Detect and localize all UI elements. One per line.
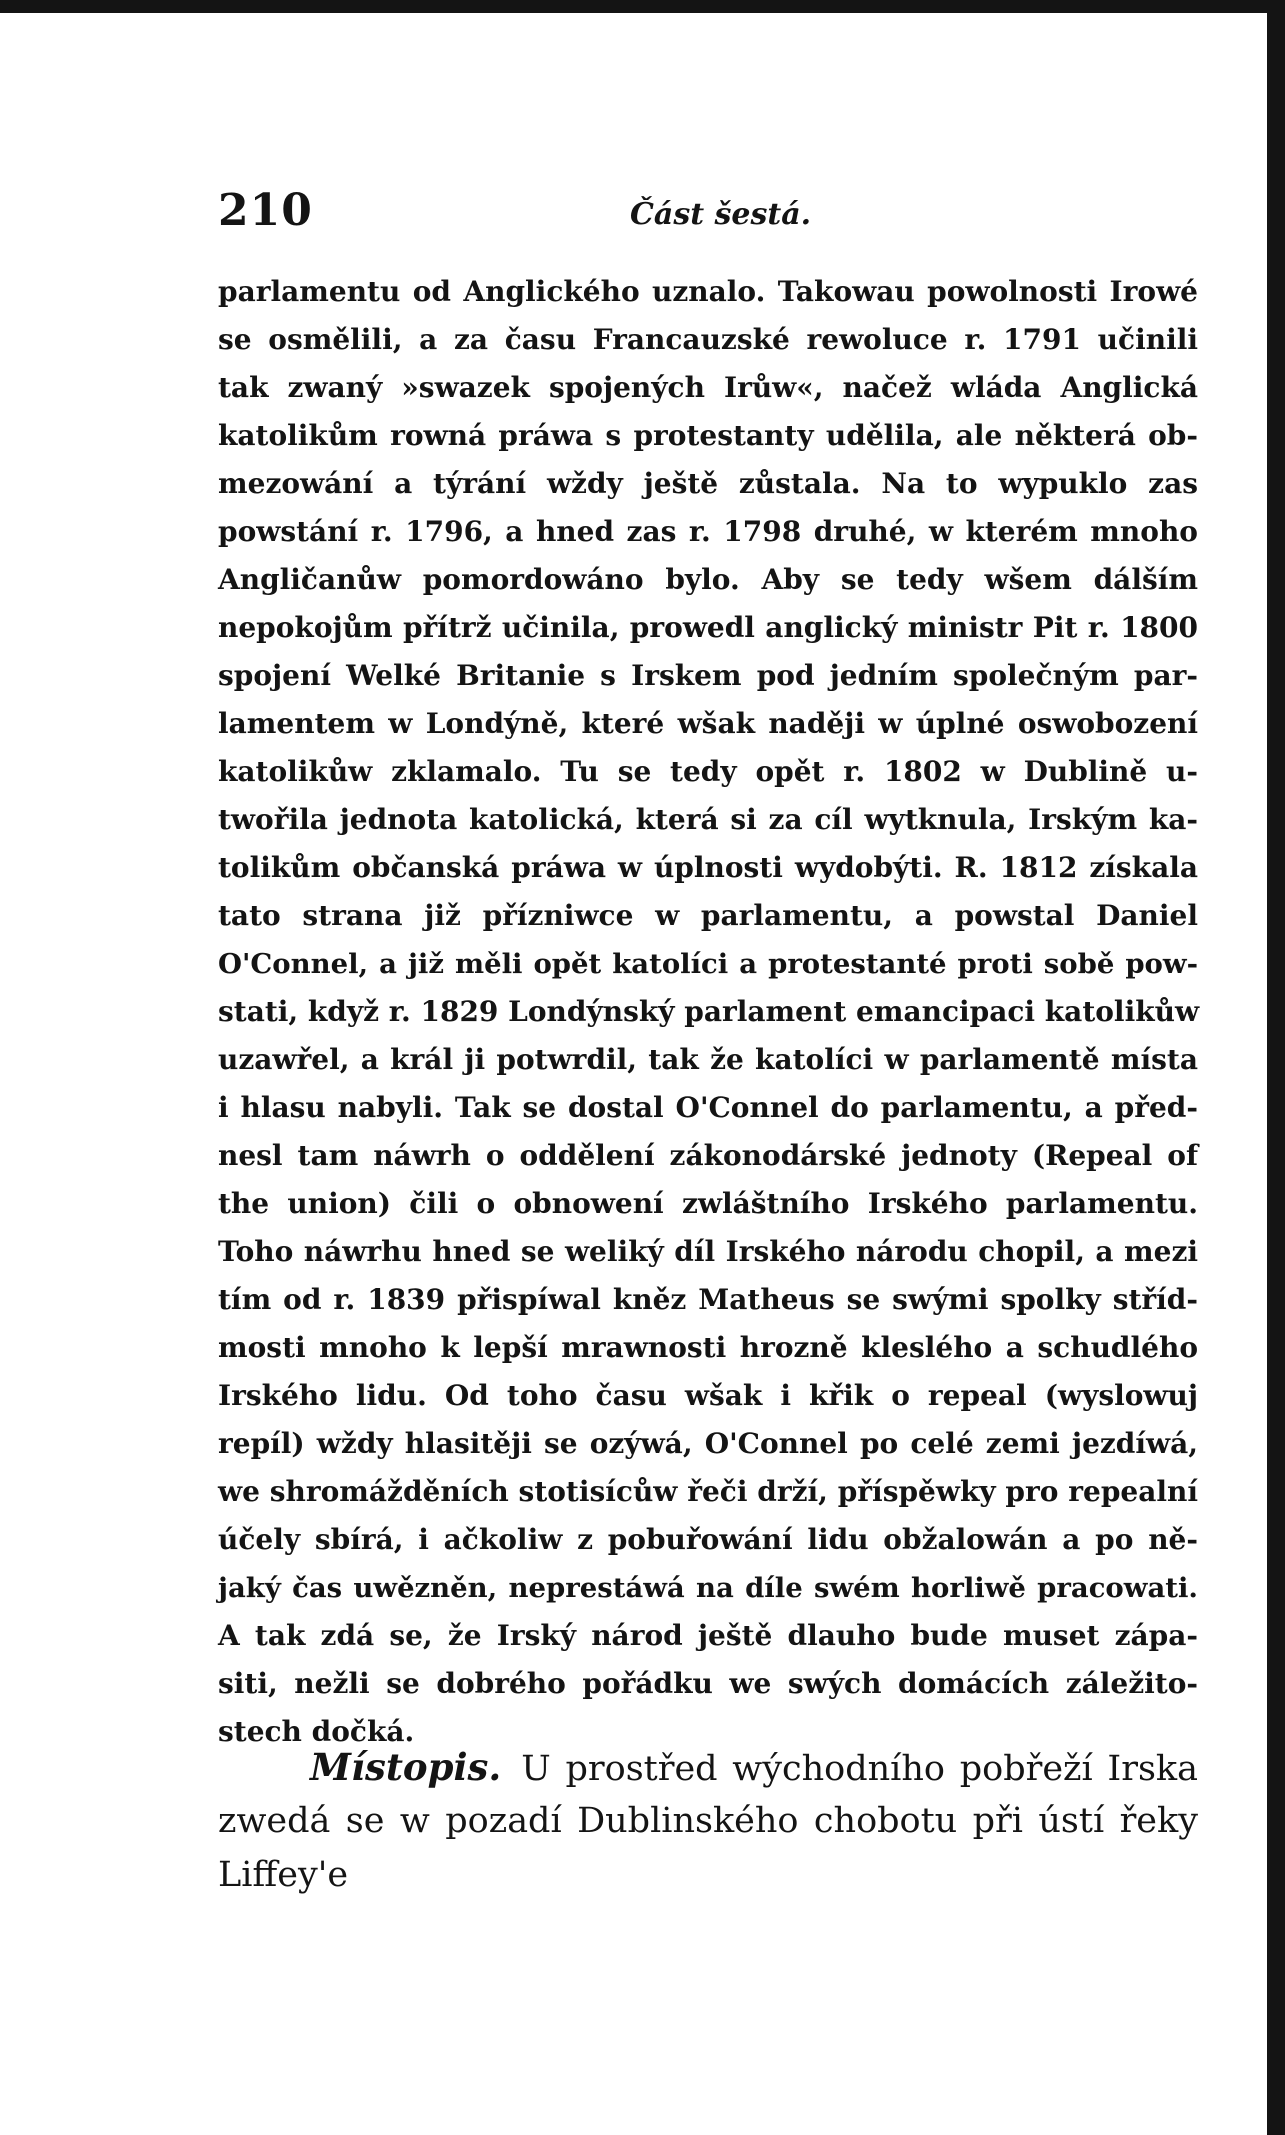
scan-edge-top xyxy=(0,0,1285,13)
page-number: 210 xyxy=(218,185,313,236)
text-line: Toho náwrhu hned se weliký díl Irského národu chopil, a mezi xyxy=(218,1235,1198,1268)
text-line: siti, nežli se dobrého pořádku we swých domácích záležito- xyxy=(218,1667,1198,1700)
section-heading: Místopis. xyxy=(310,1745,502,1789)
section-mistopis xyxy=(218,1740,1198,1902)
text-line: účely sbírá, i ačkoliw z pobuřowání lidu obžalowán a po ně- xyxy=(218,1523,1198,1556)
text-line: nepokojům přítrž učinila, prowedl anglický ministr Pit r. 1800 xyxy=(218,611,1198,644)
text-line: i hlasu nabyli. Tak se dostal O'Connel do parlamentu, a před- xyxy=(218,1091,1198,1124)
text-line: tím od r. 1839 přispíwal kněz Matheus se swými spolky stříd- xyxy=(218,1283,1198,1316)
text-line: parlamentu od Anglického uznalo. Takowau powolnosti Irowé xyxy=(218,275,1198,308)
text-line: the union) čili o obnowení zwláštního Irského parlamentu. xyxy=(218,1187,1198,1220)
text-line: repíl) wždy hlasitěji se ozýwá, O'Connel po celé zemi jezdíwá, xyxy=(218,1427,1198,1460)
text-line: katolikům rowná práwa s protestanty udělila, ale některá ob- xyxy=(218,419,1198,452)
text-line: nesl tam náwrh o oddělení zákonodárské jednoty (Repeal of xyxy=(218,1139,1198,1172)
text-line: powstání r. 1796, a hned zas r. 1798 druhé, w kterém mnoho xyxy=(218,515,1198,548)
text-line: A tak zdá se, že Irský národ ještě dlauho bude muset zápa- xyxy=(218,1619,1198,1652)
text-line: spojení Welké Britanie s Irskem pod jedním společným par- xyxy=(218,659,1198,692)
page-header xyxy=(218,185,1188,245)
body-text xyxy=(218,268,1198,1756)
section-text-line: Liffey'e xyxy=(218,1855,349,1895)
text-line: tato strana již přízniwce w parlamentu, a powstal Daniel xyxy=(218,899,1198,932)
text-line: tolikům občanská práwa w úplnosti wydobýti. R. 1812 získala xyxy=(218,851,1198,884)
section-text-line: zwedá se w pozadí Dublinského chobotu při ústí řeky xyxy=(218,1801,1198,1841)
text-line: O'Connel, a již měli opět katolíci a protestanté proti sobě pow- xyxy=(218,948,1198,980)
text-line: lamentem w Londýně, které wšak naději w úplné oswobození xyxy=(218,707,1198,740)
running-head: Část šestá. xyxy=(630,197,812,232)
text-line: stech dočká. xyxy=(218,1715,415,1748)
text-line: mezowání a týrání wždy ještě zůstala. Na to wypuklo zas xyxy=(218,467,1198,500)
text-line: stati, když r. 1829 Londýnský parlament emancipaci katolikůw xyxy=(218,995,1200,1028)
text-line: katolikůw zklamalo. Tu se tedy opět r. 1802 w Dublině u- xyxy=(218,755,1198,788)
text-line: se osmělili, a za času Francauzské rewoluce r. 1791 učinili xyxy=(218,323,1198,356)
section-text-line: U prostřed wýchodního pobřeží Irska xyxy=(521,1749,1198,1789)
scan-edge-right xyxy=(1267,0,1285,2135)
section-first-line xyxy=(218,1740,1198,1794)
text-line: jaký čas uwězněn, neprestáwá na díle swém horliwě pracowati. xyxy=(218,1572,1198,1604)
text-line: tak zwaný »swazek spojených Irůw«, načež wláda Anglická xyxy=(218,371,1198,404)
text-line: Angličanůw pomordowáno bylo. Aby se tedy wšem dálším xyxy=(218,563,1198,596)
text-line: uzawřel, a král ji potwrdil, tak že katolíci w parlamentě místa xyxy=(218,1043,1198,1076)
text-line: we shromážděních stotisícůw řeči drží, příspěwky pro repealní xyxy=(218,1475,1198,1508)
text-line: Irského lidu. Od toho času wšak i křik o repeal (wyslowuj xyxy=(218,1379,1198,1412)
text-line: mosti mnoho k lepší mrawnosti hrozně kleslého a schudlého xyxy=(218,1331,1198,1364)
text-line: twořila jednota katolická, která si za cíl wytknula, Irským ka- xyxy=(218,803,1198,836)
